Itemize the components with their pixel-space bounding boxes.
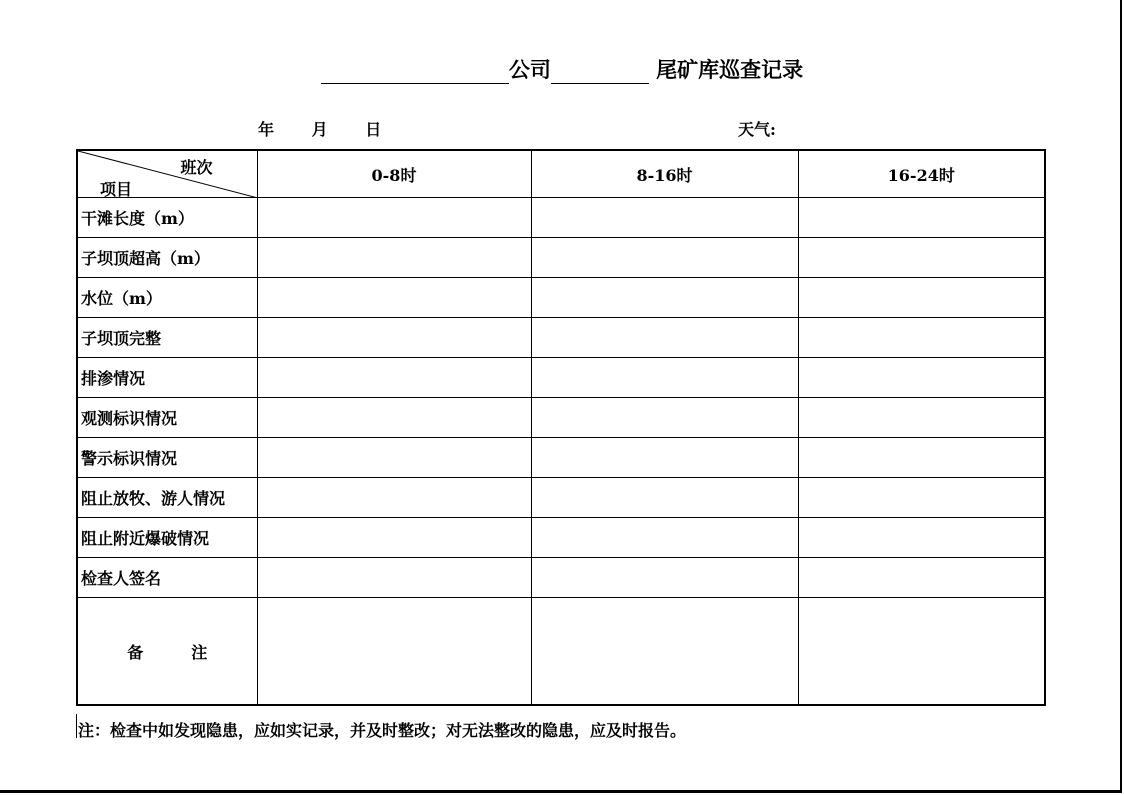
date-line (258, 117, 413, 140)
row-label: 观测标识情况 (77, 398, 257, 438)
row-label: 阻止放牧、游人情况 (77, 478, 257, 518)
entry-cell[interactable] (798, 198, 1045, 238)
remarks-row (77, 598, 1045, 706)
row-label: 排渗情况 (77, 358, 257, 398)
row-label: 干滩长度（m） (77, 198, 257, 238)
date-day: 日 (365, 120, 382, 139)
entry-cell[interactable] (798, 558, 1045, 598)
entry-cell[interactable] (798, 358, 1045, 398)
date-month: 月 (311, 120, 328, 139)
diagonal-header-cell (77, 150, 257, 198)
entry-cell[interactable] (531, 438, 798, 478)
entry-cell[interactable] (531, 478, 798, 518)
entry-cell[interactable] (531, 198, 798, 238)
form-title (0, 54, 1124, 84)
header-shift-label: 班次 (180, 158, 213, 177)
row-label: 子坝顶完整 (77, 318, 257, 358)
remarks-label: 备 注 (77, 598, 257, 706)
entry-cell[interactable] (531, 558, 798, 598)
row-label: 阻止附近爆破情况 (77, 518, 257, 558)
entry-cell[interactable] (798, 518, 1045, 558)
entry-cell[interactable] (531, 398, 798, 438)
entry-cell[interactable] (798, 478, 1045, 518)
entry-cell[interactable] (257, 198, 531, 238)
entry-cell[interactable] (257, 518, 531, 558)
shift-header: 8-16时 (531, 150, 798, 198)
header-item-label: 项目 (100, 180, 133, 199)
table-row (77, 438, 1045, 478)
entry-cell[interactable] (798, 438, 1045, 478)
inspection-table (76, 149, 1046, 706)
row-label: 子坝顶超高（m） (77, 238, 257, 278)
row-label: 水位（m） (77, 278, 257, 318)
entry-cell[interactable] (257, 438, 531, 478)
entry-cell[interactable] (531, 238, 798, 278)
header-row (77, 150, 1045, 198)
table-row (77, 238, 1045, 278)
entry-cell[interactable] (257, 478, 531, 518)
shift-header: 16-24时 (798, 150, 1045, 198)
weather-label: 天气: (738, 120, 776, 139)
company-name-blank[interactable] (321, 61, 509, 84)
entry-cell[interactable] (257, 318, 531, 358)
entry-cell[interactable] (257, 278, 531, 318)
table-row (77, 478, 1045, 518)
company-suffix: 公司 (508, 57, 551, 82)
table-left-extension (76, 714, 77, 738)
remarks-cell[interactable] (257, 598, 531, 706)
table-row (77, 198, 1045, 238)
row-label: 警示标识情况 (77, 438, 257, 478)
table-row (77, 518, 1045, 558)
entry-cell[interactable] (798, 238, 1045, 278)
table-row (77, 318, 1045, 358)
footnote: 注：检查中如发现隐患，应如实记录，并及时整改；对无法整改的隐患，应及时报告。 (78, 721, 687, 740)
entry-cell[interactable] (531, 518, 798, 558)
entry-cell[interactable] (798, 318, 1045, 358)
entry-cell[interactable] (257, 238, 531, 278)
entry-cell[interactable] (531, 278, 798, 318)
entry-cell[interactable] (257, 398, 531, 438)
remarks-cell[interactable] (531, 598, 798, 706)
project-name-blank[interactable] (551, 61, 649, 84)
remarks-cell[interactable] (798, 598, 1045, 706)
table-row (77, 558, 1045, 598)
entry-cell[interactable] (531, 318, 798, 358)
entry-cell[interactable] (531, 358, 798, 398)
table-row (77, 358, 1045, 398)
row-label: 检查人签名 (77, 558, 257, 598)
entry-cell[interactable] (257, 358, 531, 398)
date-year: 年 (258, 120, 275, 139)
record-name: 尾矿库巡查记录 (656, 57, 804, 82)
table-row (77, 278, 1045, 318)
entry-cell[interactable] (798, 278, 1045, 318)
table-row (77, 398, 1045, 438)
entry-cell[interactable] (798, 398, 1045, 438)
entry-cell[interactable] (257, 558, 531, 598)
shift-header: 0-8时 (257, 150, 531, 198)
